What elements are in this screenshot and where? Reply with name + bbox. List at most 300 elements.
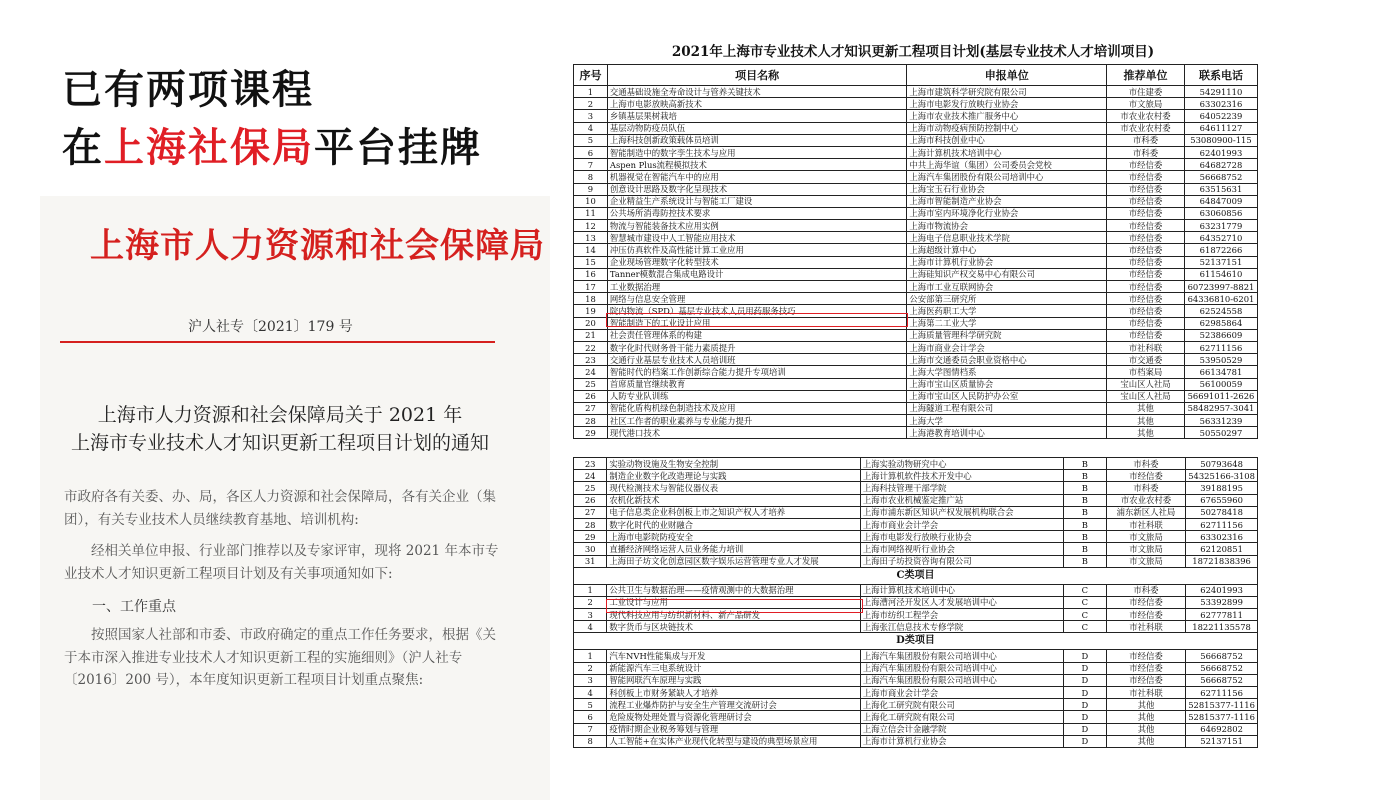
table-cell: 50793648	[1186, 458, 1258, 470]
table-cell: 其他	[1107, 427, 1185, 439]
table-cell: 上海市室内环境净化行业协会	[907, 207, 1107, 219]
table-cell: 31	[574, 555, 607, 567]
table-cell: 危险废物处理处置与资源化管理研讨会	[607, 711, 861, 723]
table-cell: 64847009	[1184, 195, 1257, 207]
doc-section-heading: 一、工作重点	[92, 599, 176, 615]
table-cell: 智能化盾构机绿色制造技术及应用	[607, 402, 906, 414]
table-cell: 52137151	[1186, 735, 1258, 747]
table-cell: 市经信委	[1107, 207, 1185, 219]
table-row	[574, 134, 1258, 146]
table-cell: 2	[574, 596, 607, 608]
table-cell: 26	[574, 390, 608, 402]
table-cell: 上海市交通委员会职业资格中心	[907, 354, 1107, 366]
table-cell: 乡镇基层果树栽培	[607, 110, 906, 122]
table-cell: 上海田子坊投资咨询有限公司	[860, 555, 1063, 567]
table-cell: 58482957-3041	[1184, 402, 1257, 414]
table-cell: 26	[574, 494, 607, 506]
table-cell: 上海市电影放映高新技术	[607, 98, 906, 110]
table-row	[574, 122, 1258, 134]
table-row	[574, 171, 1258, 183]
table-row	[574, 555, 1258, 567]
table-cell: B	[1063, 482, 1106, 494]
table-cell: 上海田子坊文化创意园区数字娱乐运营管理专业人才发展	[607, 555, 861, 567]
headline-prefix: 在	[62, 125, 104, 171]
table-cell: 9	[574, 183, 608, 195]
table-cell: 上海立信会计金融学院	[860, 723, 1063, 735]
table-row	[574, 543, 1258, 555]
table-cell: 企业精益生产系统设计与智能工厂建设	[607, 195, 906, 207]
table-cell: 市经信委	[1107, 244, 1185, 256]
table-cell: 1	[574, 86, 608, 98]
table-cell: 25	[574, 378, 608, 390]
table-cell: 64682728	[1184, 159, 1257, 171]
table-cell: 上海张江信息技术专修学院	[860, 621, 1063, 633]
table-cell: B	[1063, 494, 1106, 506]
table-cell: 64336810-6201	[1184, 293, 1257, 305]
table-cell: 市科委	[1107, 134, 1185, 146]
table-cell: 39188195	[1186, 482, 1258, 494]
table-cell: 院内物流（SPD）基层专业技术人员用药服务技巧	[607, 305, 906, 317]
table-cell: 市文旅局	[1106, 555, 1185, 567]
table-cell: 市经信委	[1107, 305, 1185, 317]
table-cell: 其他	[1106, 711, 1185, 723]
table-cell: 10	[574, 195, 608, 207]
table-cell: D	[1063, 699, 1106, 711]
table-cell: 上海市建筑科学研究院有限公司	[907, 86, 1107, 98]
table-cell: 公共场所消毒防控技术要求	[607, 207, 906, 219]
table-cell: B	[1063, 543, 1106, 555]
table-cell: 13	[574, 232, 608, 244]
table-cell: 56668752	[1186, 650, 1258, 662]
table-cell: 市交通委	[1107, 354, 1185, 366]
table-cell: 现代科技应用与纺织新材料、新产品研发	[607, 609, 861, 621]
table-cell: 61154610	[1184, 268, 1257, 280]
org-name: 上海市人力资源和社会保障局	[90, 226, 545, 266]
table-cell: 12	[574, 220, 608, 232]
table-cell: 62711156	[1186, 518, 1258, 530]
table-cell: 63231779	[1184, 220, 1257, 232]
table-cell: 50550297	[1184, 427, 1257, 439]
table-cell: 数字化时代财务骨干能力素质提升	[607, 341, 906, 353]
table-cell: 52815377-1116	[1186, 699, 1258, 711]
table-cell: 18	[574, 293, 608, 305]
table-cell: 上海医药职工大学	[907, 305, 1107, 317]
table-row	[574, 402, 1258, 414]
table-cell: 市经信委	[1107, 317, 1185, 329]
table-cell: 物流与智能装备技术应用实例	[607, 220, 906, 232]
table-row	[574, 268, 1258, 280]
table-row	[574, 687, 1258, 699]
table-cell: 64352710	[1184, 232, 1257, 244]
table-cell: 3	[574, 674, 607, 686]
table-cell: 64692802	[1186, 723, 1258, 735]
table-cell: 市经信委	[1106, 470, 1185, 482]
table-cell: 53950529	[1184, 354, 1257, 366]
table-cell: 市经信委	[1106, 662, 1185, 674]
headline-line1: 已有两项课程	[62, 67, 314, 113]
table-cell: 62401993	[1184, 146, 1257, 158]
table-row	[574, 232, 1258, 244]
table-cell: 市文旅局	[1106, 543, 1185, 555]
table-cell: 上海市浦东新区知识产权发展机构联合会	[860, 506, 1063, 518]
table-cell: 53080900-115	[1184, 134, 1257, 146]
table-cell: 上海市网络视听行业协会	[860, 543, 1063, 555]
table-cell: B	[1063, 470, 1106, 482]
table-cell: 63302316	[1186, 531, 1258, 543]
table-cell: 上海计算机软件技术开发中心	[860, 470, 1063, 482]
table-cell: 24	[574, 470, 607, 482]
table-cell: 实验动物设施及生物安全控制	[607, 458, 861, 470]
table-row	[574, 650, 1258, 662]
table-cell: C	[1063, 609, 1106, 621]
table-row	[574, 207, 1258, 219]
table-row	[574, 329, 1258, 341]
table-cell: 66134781	[1184, 366, 1257, 378]
table-row	[574, 458, 1258, 470]
table-cell: 30	[574, 543, 607, 555]
table-cell: 上海市计算机行业协会	[907, 256, 1107, 268]
table-cell: 中共上海华谊（集团）公司委员会党校	[907, 159, 1107, 171]
headline-line2	[62, 116, 482, 173]
table-cell: 29	[574, 427, 608, 439]
table-cell: 14	[574, 244, 608, 256]
table-cell: 交通行业基层专业技术人员培训班	[607, 354, 906, 366]
table-cell: 上海市电影发行放映行业协会	[860, 531, 1063, 543]
table-cell: 市经信委	[1106, 596, 1185, 608]
table-cell: 上海超级计算中心	[907, 244, 1107, 256]
table-cell: 67655960	[1186, 494, 1258, 506]
table-cell: 科创板上市财务紧缺人才培养	[607, 687, 861, 699]
table-cell: 64611127	[1184, 122, 1257, 134]
table-cell: 市经信委	[1107, 183, 1185, 195]
table-cell: 8	[574, 735, 607, 747]
table-cell: 23	[574, 354, 608, 366]
table-cell: 上海市电影院防疫安全	[607, 531, 861, 543]
table-cell: 上海计算机技术培训中心	[907, 146, 1107, 158]
table-cell: 上海汽车集团股份有限公司培训中心	[860, 650, 1063, 662]
table-cell: 市文旅局	[1107, 98, 1185, 110]
table-row	[574, 699, 1258, 711]
table-cell: 数字货币与区块链技术	[607, 621, 861, 633]
table-cell: 首席质量官继续教育	[607, 378, 906, 390]
table-cell: 11	[574, 207, 608, 219]
table-cell: 上海市计算机行业协会	[860, 735, 1063, 747]
table-cell: 27	[574, 506, 607, 518]
table-cell: D	[1063, 687, 1106, 699]
table-cell: 市科委	[1106, 482, 1185, 494]
table-cell: 上海宝玉石行业协会	[907, 183, 1107, 195]
table-cell: 市经信委	[1107, 256, 1185, 268]
table-cell: 56100059	[1184, 378, 1257, 390]
highlight-box-row20	[606, 313, 908, 327]
highlight-box-c2	[606, 599, 863, 613]
table-cell: 交通基础设施全寿命设计与管养关键技术	[607, 86, 906, 98]
table-cell: 54325166-3108	[1186, 470, 1258, 482]
doc-para-addressees: 市政府各有关委、办、局，各区人力资源和社会保障局，各有关企业（集团），有关专业技术人员继续教育基地、培训机构:	[64, 489, 496, 528]
table-cell: 4	[574, 621, 607, 633]
section-heading-row	[574, 633, 1258, 650]
table-cell: 29	[574, 531, 607, 543]
table-cell: 上海汽车集团股份有限公司培训中心	[860, 662, 1063, 674]
table-cell: 智慧城市建设中人工智能应用技术	[607, 232, 906, 244]
table-cell: 上海市科技创业中心	[907, 134, 1107, 146]
table-cell: 市经信委	[1107, 171, 1185, 183]
table-cell: D	[1063, 650, 1106, 662]
table-cell: 上海市电影发行放映行业协会	[907, 98, 1107, 110]
table-row	[574, 390, 1258, 402]
table-row	[574, 341, 1258, 353]
table-cell: 工业设计与应用	[607, 596, 861, 608]
table-cell: 基层动物防疫员队伍	[607, 122, 906, 134]
table-cell: 52815377-1116	[1186, 711, 1258, 723]
table-row	[574, 470, 1258, 482]
table1-header: 推荐单位	[1107, 65, 1185, 86]
table-cell: 智能制造中的数字孪生技术与应用	[607, 146, 906, 158]
table-row	[574, 293, 1258, 305]
doc-para-intro: 经相关单位申报、行业部门推荐以及专家评审，现将 2021 年本市专业技术人才知识更新工程项目计划及有关事项通知如下:	[64, 543, 499, 582]
table-cell: C	[1063, 621, 1106, 633]
table-cell: 创意设计思路及数字化呈现技术	[607, 183, 906, 195]
table-cell: 上海大学图情档系	[907, 366, 1107, 378]
table1-header: 申报单位	[907, 65, 1107, 86]
table-cell: 市经信委	[1107, 159, 1185, 171]
table-cell: 上海市物流协会	[907, 220, 1107, 232]
table-cell: 上海市宝山区质量协会	[907, 378, 1107, 390]
table-cell: D	[1063, 711, 1106, 723]
table-row	[574, 220, 1258, 232]
section-heading: C类项目	[574, 567, 1258, 584]
table-cell: 市社科联	[1107, 341, 1185, 353]
table-cell: 上海硅知识产权交易中心有限公司	[907, 268, 1107, 280]
table-cell: 62524558	[1184, 305, 1257, 317]
table-cell: 市农业农村委	[1107, 122, 1185, 134]
table-row	[574, 427, 1258, 439]
table-cell: 公共卫生与数据治理——疫情观测中的大数据治理	[607, 584, 861, 596]
table-cell: 上海第二工业大学	[907, 317, 1107, 329]
table-cell: 上海化工研究院有限公司	[860, 699, 1063, 711]
table-row	[574, 86, 1258, 98]
table-cell: 上海市纺织工程学会	[860, 609, 1063, 621]
table-cell: 宝山区人社局	[1107, 390, 1185, 402]
table-cell: 上海质量管理科学研究院	[907, 329, 1107, 341]
table-cell: 新能源汽车三电系统设计	[607, 662, 861, 674]
table-cell: 6	[574, 146, 608, 158]
table-cell: 上海市宝山区人民防护办公室	[907, 390, 1107, 402]
table-cell: 22	[574, 341, 608, 353]
table-row	[574, 621, 1258, 633]
table-cell: C	[1063, 596, 1106, 608]
table-row	[574, 378, 1258, 390]
table-cell: 52386609	[1184, 329, 1257, 341]
table-cell: 其他	[1107, 415, 1185, 427]
table-cell: Tanner模数混合集成电路设计	[607, 268, 906, 280]
table1-header: 序号	[574, 65, 608, 86]
table-cell: 市社科联	[1106, 687, 1185, 699]
table-cell: 其他	[1106, 723, 1185, 735]
table-row	[574, 674, 1258, 686]
table-cell: 56331239	[1184, 415, 1257, 427]
table-cell: 54291110	[1184, 86, 1257, 98]
table-cell: 5	[574, 134, 608, 146]
table-cell: 62711156	[1184, 341, 1257, 353]
table-cell: 其他	[1106, 699, 1185, 711]
table-row	[574, 711, 1258, 723]
table-cell: 23	[574, 458, 607, 470]
doc-title-line1: 上海市人力资源和社会保障局关于 2021 年	[97, 404, 463, 426]
table-cell: 63515631	[1184, 183, 1257, 195]
table-cell: 24	[574, 366, 608, 378]
table1-header: 联系电话	[1184, 65, 1257, 86]
table-cell: 上海计算机技术培训中心	[860, 584, 1063, 596]
table-cell: 28	[574, 518, 607, 530]
section-heading: D类项目	[574, 633, 1258, 650]
table-cell: 市社科联	[1106, 518, 1185, 530]
table-cell: 上海电子信息职业技术学院	[907, 232, 1107, 244]
doc-number: 沪人社专〔2021〕179 号	[188, 319, 353, 335]
table-cell: 上海市商业会计学会	[860, 518, 1063, 530]
table-cell: 1	[574, 584, 607, 596]
table-row	[574, 723, 1258, 735]
table-cell: D	[1063, 662, 1106, 674]
table-cell: 上海化工研究院有限公司	[860, 711, 1063, 723]
table-cell: 上海市农业技术推广服务中心	[907, 110, 1107, 122]
table-cell: 56668752	[1184, 171, 1257, 183]
table-row	[574, 98, 1258, 110]
table-cell: 其他	[1107, 402, 1185, 414]
table-row	[574, 159, 1258, 171]
table-cell: 20	[574, 317, 608, 329]
table-cell: D	[1063, 674, 1106, 686]
section-heading-row	[574, 567, 1258, 584]
table-cell: 50278418	[1186, 506, 1258, 518]
table-row	[574, 506, 1258, 518]
table-cell: 上海市商业会计学会	[860, 687, 1063, 699]
table-cell: 上海市商业会计学会	[907, 341, 1107, 353]
table-cell: 市经信委	[1107, 232, 1185, 244]
table-cell: 市农业农村委	[1106, 494, 1185, 506]
table-cell: 人防专业队训练	[607, 390, 906, 402]
table-cell: 市社科联	[1106, 621, 1185, 633]
table-row	[574, 415, 1258, 427]
table-cell: 52137151	[1184, 256, 1257, 268]
table-cell: B	[1063, 531, 1106, 543]
doc-title-line2: 上海市专业技术人才知识更新工程项目计划的通知	[70, 432, 489, 454]
table-cell: C	[1063, 584, 1106, 596]
table-cell: 市农业农村委	[1107, 110, 1185, 122]
table-cell: 19	[574, 305, 608, 317]
table-cell: 18721838396	[1186, 555, 1258, 567]
table-cell: 市科委	[1107, 146, 1185, 158]
table-cell: 市经信委	[1107, 281, 1185, 293]
table-row	[574, 518, 1258, 530]
table-cell: 53392899	[1186, 596, 1258, 608]
table-cell: 公安部第三研究所	[907, 293, 1107, 305]
table-cell: 7	[574, 159, 608, 171]
table-cell: 数字化时代的业财融合	[607, 518, 861, 530]
table-cell: B	[1063, 555, 1106, 567]
table-cell: 7	[574, 723, 607, 735]
table-cell: 市科委	[1106, 458, 1185, 470]
table-cell: 上海汽车集团股份有限公司培训中心	[860, 674, 1063, 686]
table-cell: 56668752	[1186, 662, 1258, 674]
table-row	[574, 183, 1258, 195]
table-cell: 制造企业数字化改造理论与实践	[607, 470, 861, 482]
table-cell: 其他	[1106, 735, 1185, 747]
table-cell: 上海科技管理干部学院	[860, 482, 1063, 494]
table-cell: 62777811	[1186, 609, 1258, 621]
table-cell: 63060856	[1184, 207, 1257, 219]
table-cell: B	[1063, 518, 1106, 530]
table-cell: 62401993	[1186, 584, 1258, 596]
table-cell: 市经信委	[1107, 195, 1185, 207]
table-cell: 60723997-8821	[1184, 281, 1257, 293]
table-cell: 61872266	[1184, 244, 1257, 256]
table-cell: 63302316	[1184, 98, 1257, 110]
table-cell: 上海市农业机械鉴定推广站	[860, 494, 1063, 506]
table-cell: 上海汽车集团股份有限公司培训中心	[907, 171, 1107, 183]
table-cell: 社区工作者的职业素养与专业能力提升	[607, 415, 906, 427]
headline-suffix: 平台挂牌	[314, 125, 482, 171]
table-cell: 冲压仿真软件及高性能计算工业应用	[607, 244, 906, 256]
table-cell: 上海市工业互联网协会	[907, 281, 1107, 293]
table-cell: D	[1063, 735, 1106, 747]
table-row	[574, 281, 1258, 293]
table-row	[574, 662, 1258, 674]
table-row	[574, 244, 1258, 256]
table-row	[574, 110, 1258, 122]
table-cell: 上海实验动物研究中心	[860, 458, 1063, 470]
table-cell: 网络与信息安全管理	[607, 293, 906, 305]
table-cell: 6	[574, 711, 607, 723]
table-cell: 工业数据治理	[607, 281, 906, 293]
table-cell: 上海港教育培训中心	[907, 427, 1107, 439]
table-cell: 62711156	[1186, 687, 1258, 699]
table-cell: 上海市动物疫病预防控制中心	[907, 122, 1107, 134]
table-cell: 62120851	[1186, 543, 1258, 555]
table-cell: 市经信委	[1107, 268, 1185, 280]
table-cell: 16	[574, 268, 608, 280]
table-row	[574, 735, 1258, 747]
table-cell: D	[1063, 723, 1106, 735]
table-cell: 21	[574, 329, 608, 341]
table-cell: 上海漕河泾开发区人才发展培训中心	[860, 596, 1063, 608]
doc-para-focus: 按照国家人社部和市委、市政府确定的重点工作任务要求，根据《关于本市深入推进专业技术人才知识更新工程的实施细则》（沪人社专〔2016〕200 号），本年度知识更新工程项目计划重点聚焦:	[64, 627, 496, 688]
table-cell: B	[1063, 506, 1106, 518]
table-cell: 1	[574, 650, 607, 662]
table-cell: 2	[574, 662, 607, 674]
table-cell: 市科委	[1106, 584, 1185, 596]
table-cell: 机器视觉在智能汽车中的应用	[607, 171, 906, 183]
table-cell: 企业现场管理数字化转型技术	[607, 256, 906, 268]
table-cell: 4	[574, 687, 607, 699]
table-row	[574, 146, 1258, 158]
table-cell: 市文旅局	[1106, 531, 1185, 543]
table-cell: 社会责任管理体系的构建	[607, 329, 906, 341]
table-row	[574, 584, 1258, 596]
table-cell: 智能网联汽车原理与实践	[607, 674, 861, 686]
table-cell: 上海科技创新政策载体员培训	[607, 134, 906, 146]
table-cell: 上海隧道工程有限公司	[907, 402, 1107, 414]
headline-highlight: 上海社保局	[104, 125, 314, 171]
table-cell: 智能制造下的工业设计应用	[607, 317, 906, 329]
red-divider	[60, 341, 495, 343]
table-cell: Aspen Plus流程模拟技术	[607, 159, 906, 171]
table-cell: 疫情时期企业税务筹划与管理	[607, 723, 861, 735]
table-cell: 直播经济网络运营人员业务能力培训	[607, 543, 861, 555]
table-cell: 上海市智能制造产业协会	[907, 195, 1107, 207]
table-cell: 27	[574, 402, 608, 414]
table-row	[574, 195, 1258, 207]
